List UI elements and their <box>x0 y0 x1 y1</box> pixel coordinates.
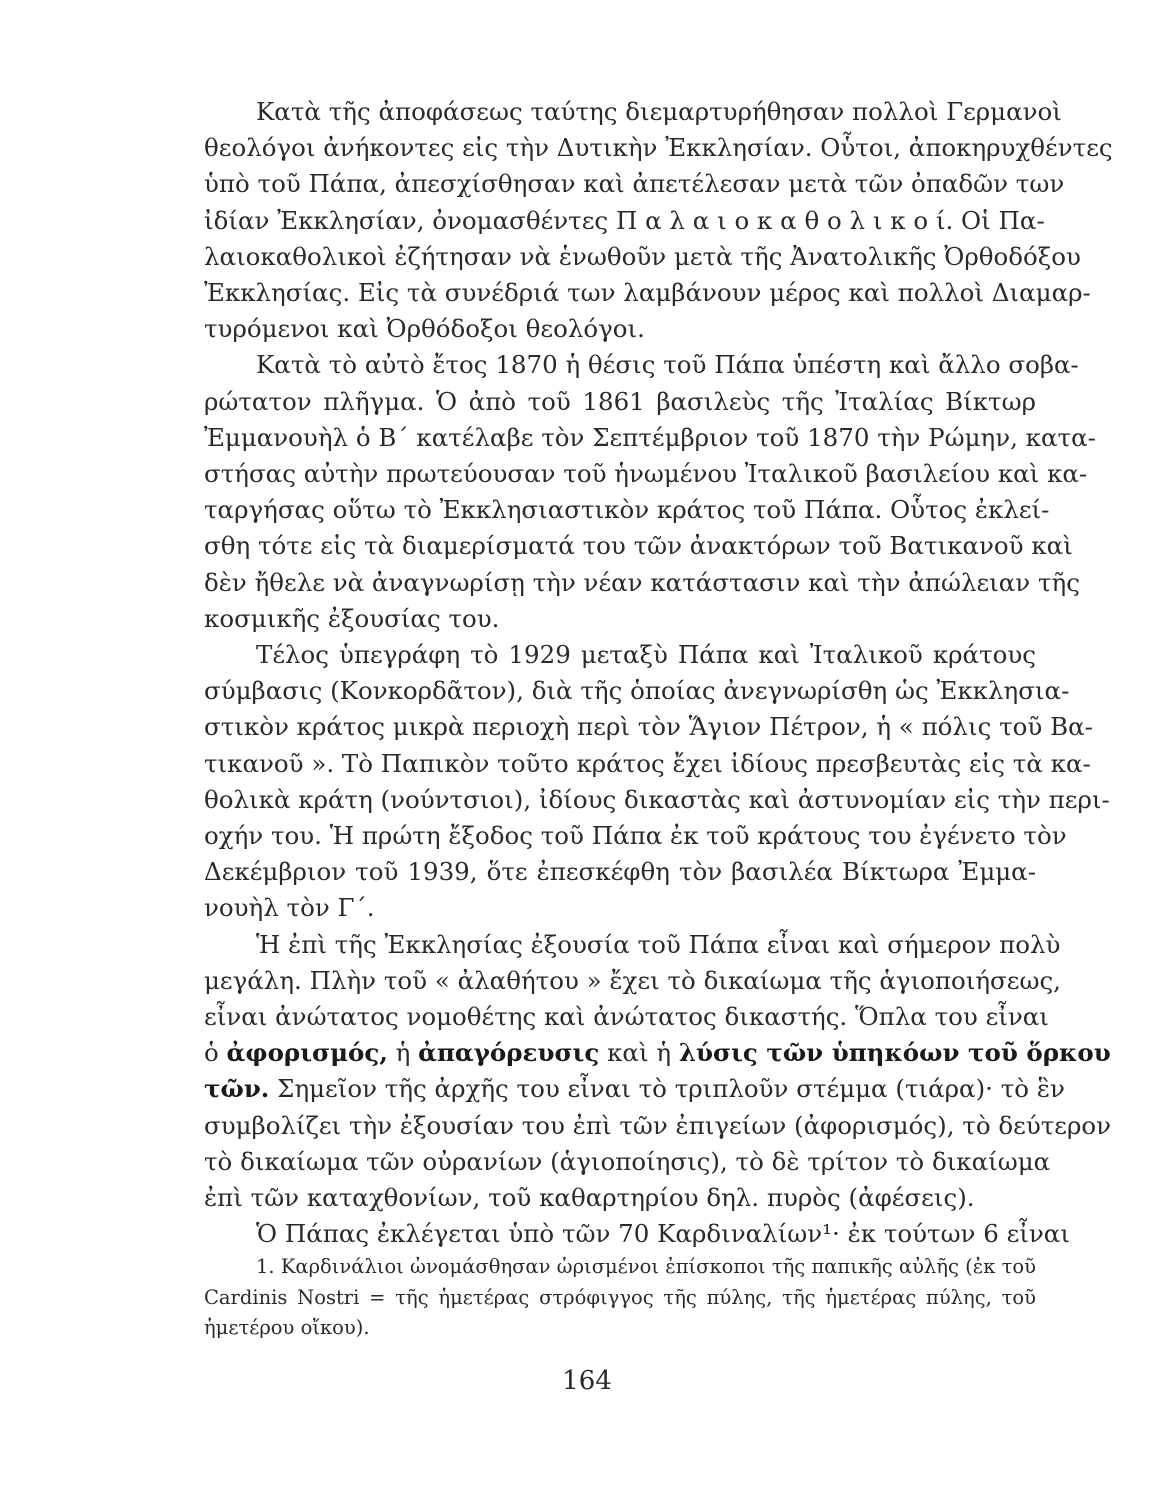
text-line: στικὸν κράτος μικρὰ περιοχὴ περὶ τὸν Ἅγιον Πέτρον, ἡ « πόλις τοῦ Βα- <box>204 712 1093 742</box>
footnote <box>204 1252 1036 1344</box>
text-line: θολικὰ κράτη (νούντσιοι), ἰδίους δικαστὰς καὶ ἀστυνομίαν εἰς τὴν περι- <box>204 784 1110 814</box>
text-line: τυρόμενοι καὶ Ὀρθόδοξοι θεολόγοι. <box>204 314 645 344</box>
paragraph-concordat <box>204 637 1110 927</box>
text-line: Τέλος ὑπεγράφη τὸ 1929 μεταξὺ Πάπα καὶ Ἰταλικοῦ κράτους <box>256 640 1036 670</box>
text-line: τικανοῦ ». Τὸ Παπικὸν τοῦτο κράτος ἔχει ἰδίους πρεσβευτὰς εἰς τὰ κα- <box>204 748 1091 778</box>
text-line: Ἐκκλησίας. Εἰς τὰ συνέδριά των λαμβάνουν μέρος καὶ πολλοὶ Διαμαρ- <box>204 278 1091 308</box>
footnote-line: Cardinis Nostri = τῆς ἡμετέρας στρόφιγγος τῆς πύλης, τῆς ἡμετέρας πύλης, τοῦ <box>204 1285 1036 1309</box>
text-fragment: ὁ <box>204 1038 227 1068</box>
text-line: Κατὰ τὸ αὐτὸ ἔτος 1870 ἡ θέσις τοῦ Πάπα ὑπέστη καὶ ἄλλο σοβα- <box>256 350 1079 380</box>
text-line: μεγάλη. Πλὴν τοῦ « ἀλαθήτου » ἔχει τὸ δικαίωμα τῆς ἁγιοποιήσεως, <box>204 965 1061 995</box>
text-line: δὲν ἤθελε νὰ ἀναγνωρίσῃ τὴν νέαν κατάστασιν καὶ τὴν ἀπώλειαν τῆς <box>204 567 1080 597</box>
text-line: κοσμικῆς ἐξουσίας του. <box>204 603 500 633</box>
footnote-line: ἡμετέρου οἴκου). <box>204 1316 370 1339</box>
paragraph-papal-authority <box>204 927 1112 1217</box>
text-line: ὑπὸ τοῦ Πάπα, ἀπεσχίσθησαν καὶ ἀπετέλεσαν μετὰ τῶν ὀπαδῶν των <box>204 169 1065 199</box>
paragraph-old-catholics <box>204 94 1113 347</box>
paragraph-election <box>204 1216 1070 1252</box>
text-line: σθη τότε εἰς τὰ διαμερίσματά του τῶν ἀνακτόρων τοῦ Βατικανοῦ καὶ <box>204 531 1073 561</box>
bold-term-interdict: ἀπαγόρευσις <box>418 1038 600 1068</box>
text-line: σύμβασις (Κονκορδᾶτον), διὰ τῆς ὁποίας ἀνεγνωρίσθη ὡς Ἐκκλησια- <box>204 676 1070 706</box>
text-line: νουὴλ τὸν Γ΄. <box>204 893 375 923</box>
text-line: Κατὰ τῆς ἀποφάσεως ταύτης διεμαρτυρήθησαν πολλοὶ Γερμανοὶ <box>256 97 1062 126</box>
text-fragment: Σημεῖον τῆς ἀρχῆς του εἶναι τὸ τριπλοῦν στέμμα (τιάρα)· τὸ ἓν <box>269 1074 1065 1104</box>
text-line: εἶναι ἀνώτατος νομοθέτης καὶ ἀνώτατος δικαστής. Ὅπλα του εἶναι <box>204 1002 1049 1032</box>
text-line: Δεκέμβριον τοῦ 1939, ὅτε ἐπεσκέφθη τὸν βασιλέα Βίκτωρα Ἐμμα- <box>204 857 1036 887</box>
page-number: 164 <box>562 1366 612 1396</box>
text-line: ἰδίαν Ἐκκλησίαν, ὀνομασθέντες Π α λ α ι ο κ α θ ο λ ι κ ο ί. Οἱ Πα- <box>204 205 1045 235</box>
bold-term-excommunication: ἀφορισμός, <box>226 1038 388 1068</box>
text-line: ταργήσας οὕτω τὸ Ἐκκλησιαστικὸν κράτος τοῦ Πάπα. Οὗτος ἐκλεί- <box>204 495 1050 525</box>
text-line <box>204 1035 1111 1071</box>
text-line: στήσας αὐτὴν πρωτεύουσαν τοῦ ἡνωμένου Ἰταλικοῦ βασιλείου καὶ κα- <box>204 459 1088 489</box>
text-line: ρώτατον πλῆγμα. Ὁ ἀπὸ τοῦ 1861 βασιλεὺς τῆς Ἰταλίας Βίκτωρ <box>204 386 1036 416</box>
text-line: Ὁ Πάπας ἐκλέγεται ὑπὸ τῶν 70 Καρδιναλίων¹· ἐκ τούτων 6 εἶναι <box>256 1219 1070 1249</box>
text-line: τὸ δικαίωμα τῶν οὐρανίων (ἁγιοποίησις), τὸ δὲ τρίτον τὸ δικαίωμα <box>204 1146 1051 1176</box>
text-line: συμβολίζει τὴν ἐξουσίαν του ἐπὶ τῶν ἐπιγείων (ἀφορισμός), τὸ δεύτερον <box>204 1110 1112 1140</box>
text-line: ἐπὶ τῶν καταχθονίων, τοῦ καθαρτηρίου δηλ. πυρὸς (ἀφέσεις). <box>204 1183 975 1213</box>
bold-term-release-from-oath: λύσις τῶν ὑπηκόων τοῦ ὅρκου <box>678 1038 1111 1068</box>
text-fragment: ἡ <box>387 1038 419 1068</box>
text-fragment: καὶ ἡ <box>599 1038 679 1068</box>
text-line: Ἐμμανουὴλ ὁ Β΄ κατέλαβε τὸν Σεπτέμβριον τοῦ 1870 τὴν Ρώμην, κατα- <box>204 422 1096 452</box>
text-line: θεολόγοι ἀνήκοντες εἰς τὴν Δυτικὴν Ἐκκλησίαν. Οὗτοι, ἀποκηρυχθέντες <box>204 133 1113 163</box>
bold-term-release-from-oath-end: τῶν. <box>204 1074 270 1104</box>
paragraph-1870 <box>204 347 1096 637</box>
text-line: Ἡ ἐπὶ τῆς Ἐκκλησίας ἐξουσία τοῦ Πάπα εἶναι καὶ σήμερον πολὺ <box>256 929 1061 959</box>
footnote-line: 1. Καρδινάλιοι ὠνομάσθησαν ὡρισμένοι ἐπίσκοποι τῆς παπικῆς αὐλῆς (ἐκ τοῦ <box>256 1255 1036 1278</box>
text-line: οχήν του. Ἡ πρώτη ἔξοδος τοῦ Πάπα ἐκ τοῦ κράτους του ἐγένετο τὸν <box>204 821 1067 851</box>
body-text <box>204 94 1113 1253</box>
text-line <box>204 1071 1065 1107</box>
text-line: λαιοκαθολικοὶ ἐζήτησαν νὰ ἑνωθοῦν μετὰ τῆς Ἀνατολικῆς Ὀρθοδόξου <box>204 241 1081 271</box>
